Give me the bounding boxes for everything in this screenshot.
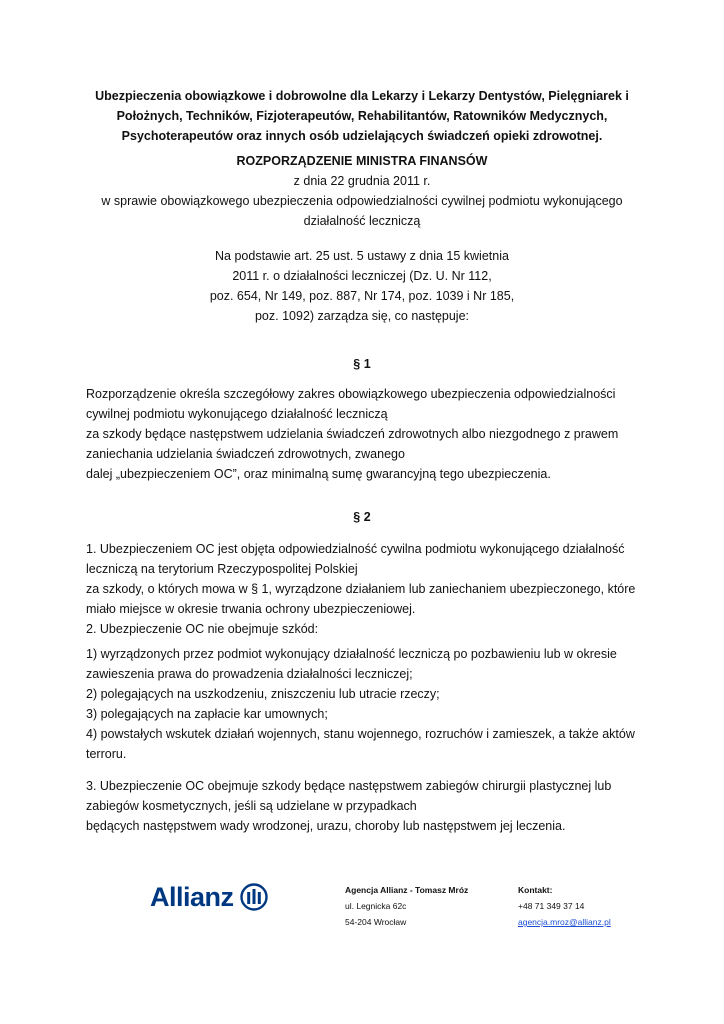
paragraph-line: za szkody będące następstwem udzielania świadczeń zdrowotnych albo niezgodnego z prawem xyxy=(86,427,619,441)
legal-basis-line: 2011 r. o działalności leczniczej (Dz. U. Nr 112, xyxy=(232,269,492,283)
heading-line: Psychoterapeutów oraz innych osób udzielających świadczeń opieki zdrowotnej. xyxy=(121,129,603,143)
document-heading xyxy=(86,86,638,146)
agency-street: ul. Legnicka 62c xyxy=(345,901,407,911)
paragraph-line: zaniechania udzielania świadczeń zdrowotnych, zwanego xyxy=(86,447,405,461)
regulation-header xyxy=(86,151,638,231)
paragraph-line: dalej „ubezpieczeniem OC”, oraz minimalną sumę gwarancyjną tego ubezpieczenia. xyxy=(86,467,551,481)
paragraph-line: 3. Ubezpieczenie OC obejmuje szkody będące następstwem zabiegów chirurgii plastycznej lub xyxy=(86,779,612,793)
contact-title: Kontakt: xyxy=(518,885,553,895)
contact-email-link[interactable]: agencja.mroz@allianz.pl xyxy=(518,917,611,927)
section-2-point-1 xyxy=(86,539,646,639)
logo-text: Allianz xyxy=(150,881,234,912)
legal-basis-line: poz. 654, Nr 149, poz. 887, Nr 174, poz. 1039 i Nr 185, xyxy=(209,289,515,303)
list-item: terroru. xyxy=(86,747,127,761)
paragraph-line: za szkody, o których mowa w § 1, wyrządzone działaniem lub zaniechaniem ubezpieczonego, które xyxy=(86,582,636,596)
section-2-mark: § 2 xyxy=(353,510,371,524)
contact-phone: +48 71 349 37 14 xyxy=(518,901,585,911)
legal-basis-line: Na podstawie art. 25 ust. 5 ustawy z dnia 15 kwietnia xyxy=(215,249,509,263)
regulation-title: ROZPORZĄDZENIE MINISTRA FINANSÓW xyxy=(236,154,488,168)
allianz-eagle-icon xyxy=(240,883,268,911)
list-item: zawieszenia prawa do prowadzenia działalności leczniczej; xyxy=(86,667,413,681)
paragraph-line: 2. Ubezpieczenie OC nie obejmuje szkód: xyxy=(86,622,319,636)
regulation-subject-line: działalność leczniczą xyxy=(303,214,421,228)
legal-basis-line: poz. 1092) zarządza się, co następuje: xyxy=(254,309,470,323)
paragraph-line: miało miejsce w okresie trwania ochrony ubezpieczeniowej. xyxy=(86,602,416,616)
heading-line: Położnych, Techników, Fizjoterapeutów, Rehabilitantów, Ratowników Medycznych, xyxy=(116,109,608,123)
agency-info xyxy=(345,882,468,930)
paragraph-line: będących następstwem wady wrodzonej, urazu, choroby lub następstwem jej leczenia. xyxy=(86,819,566,833)
list-item: 3) polegających na zapłacie kar umownych; xyxy=(86,707,328,721)
regulation-subject-line: w sprawie obowiązkowego ubezpieczenia odpowiedzialności cywilnej podmiotu wykonującego xyxy=(101,194,623,208)
list-item: 2) polegających na uszkodzeniu, zniszczeniu lub utracie rzeczy; xyxy=(86,687,440,701)
paragraph-line: Rozporządzenie określa szczegółowy zakres obowiązkowego ubezpieczenia odpowiedzialności xyxy=(86,387,616,401)
heading-line: Ubezpieczenia obowiązkowe i dobrowolne dla Lekarzy i Lekarzy Dentystów, Pielęgniarek i xyxy=(95,89,629,103)
agency-city: 54-204 Wrocław xyxy=(345,917,407,927)
section-2-point-3 xyxy=(86,776,646,836)
paragraph-line: zabiegów kosmetycznych, jeśli są udzielane w przypadkach xyxy=(86,799,417,813)
section-1-mark: § 1 xyxy=(353,357,371,371)
paragraph-line: 1. Ubezpieczeniem OC jest objęta odpowiedzialność cywilna podmiotu wykonującego działalność xyxy=(86,542,625,556)
contact-info xyxy=(518,882,611,930)
list-item: 4) powstałych wskutek działań wojennych, stanu wojennego, rozruchów i zamieszek, a także aktów xyxy=(86,727,635,741)
allianz-logo xyxy=(150,880,268,914)
section-1-text xyxy=(86,384,646,484)
paragraph-line: leczniczą na terytorium Rzeczypospolitej Polskiej xyxy=(86,562,358,576)
paragraph-line: cywilnej podmiotu wykonującego działalność leczniczą xyxy=(86,407,388,421)
legal-basis xyxy=(86,246,638,326)
list-item: 1) wyrządzonych przez podmiot wykonujący działalność leczniczą po pozbawieniu lub w okresie xyxy=(86,647,617,661)
regulation-date: z dnia 22 grudnia 2011 r. xyxy=(293,174,431,188)
section-2-exclusions-list xyxy=(86,644,646,764)
agency-title: Agencja Allianz - Tomasz Mróz xyxy=(345,885,469,895)
